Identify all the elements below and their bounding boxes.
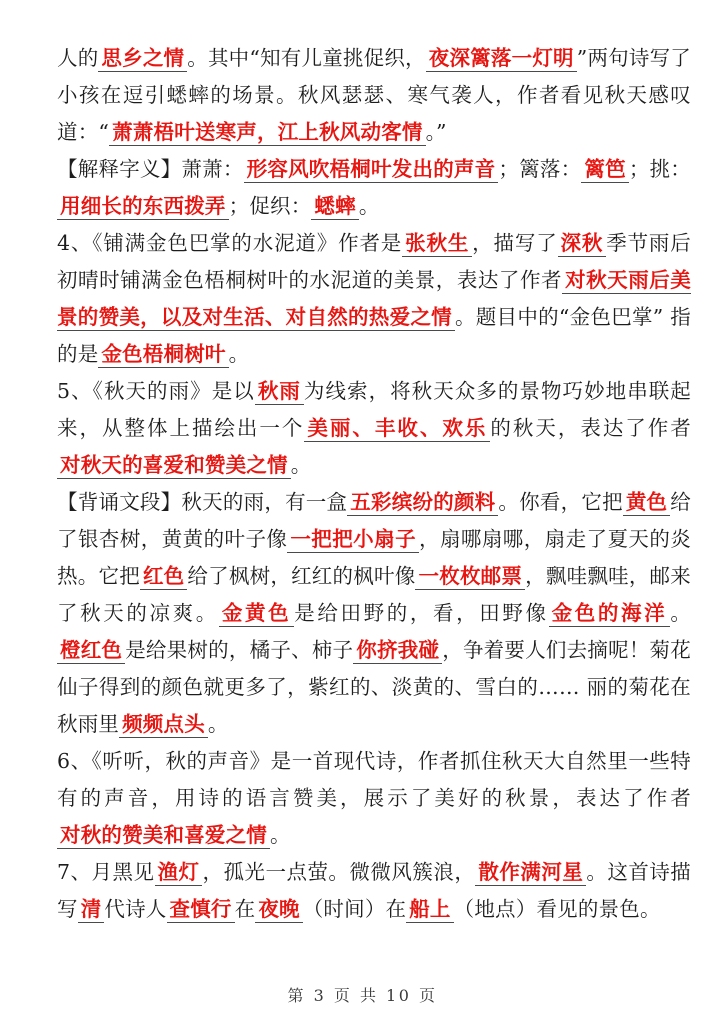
answer-blank: 清 xyxy=(78,897,105,923)
body-text: 给了枫树，红红的枫叶像 xyxy=(187,564,416,588)
answer-blank: 深秋 xyxy=(558,231,607,257)
body-text: 在 xyxy=(234,897,256,921)
answer-blank: 张秋生 xyxy=(402,231,472,257)
answer-blank: 美丽、丰收、欢乐 xyxy=(304,416,490,442)
answer-blank: 夜晚 xyxy=(255,897,302,923)
body-text: 【解释字义】萧萧： xyxy=(57,157,244,181)
body-text: ；挑： xyxy=(628,157,691,181)
answer-blank: 船上 xyxy=(406,897,453,923)
body-text: 。” xyxy=(425,120,447,144)
page-footer: 第 3 页 共 10 页 xyxy=(287,986,438,1005)
answer-blank: 用细长的东西拨弄 xyxy=(57,194,229,220)
body-text: 给了银杏树，黄黄的叶子像 xyxy=(57,490,691,551)
body-text: 为线索，将秋天众多的景物巧妙地串联起来，从整体上描绘出一个 xyxy=(57,379,691,440)
answer-blank: 橙红色 xyxy=(57,638,125,664)
body-text: 【背诵文段】秋天的雨，有一盒 xyxy=(57,490,348,514)
answer-blank: 你挤我碰 xyxy=(353,638,442,664)
answer-blank: 查慎行 xyxy=(167,897,235,923)
answer-blank: 红色 xyxy=(140,564,187,590)
body-text: 是给田野的，看，田野像 xyxy=(294,601,549,625)
body-text: 。 xyxy=(270,823,291,847)
answer-blank: 蟋蟀 xyxy=(311,194,358,220)
document-body xyxy=(57,40,691,928)
body-text: 6、《听听，秋的声音》是一首现代诗，作者抓住秋天大自然里一些特有的声音，用诗的语言赞美，展示了美好的秋景，表达了作者 xyxy=(57,749,691,810)
body-text: 。 xyxy=(207,712,229,736)
body-text: 。 xyxy=(290,453,312,477)
para-item-4 xyxy=(57,225,691,373)
para-explain-characters xyxy=(57,151,691,225)
answer-blank: 萧萧梧叶送寒声，江上秋风动客情 xyxy=(109,120,426,146)
body-text: ，争着要人们去摘呢！菊花仙子得到的颜色就更多了，紫红的、淡黄的、雪白的…… 丽的菊花在秋雨里 xyxy=(57,638,691,736)
body-text: 。其中“知有儿童挑促织， xyxy=(187,46,426,70)
answer-blank: 一枚枚邮票 xyxy=(415,564,525,590)
body-text: 7、月黑见 xyxy=(57,860,155,884)
body-text: ”两句诗写了小孩在逗引蟋蟀的场景。秋风瑟瑟、寒气袭人，作者看见秋天感叹道：“ xyxy=(57,46,691,144)
body-text: 。这首诗描写 xyxy=(57,860,692,921)
answer-blank: 思乡之情 xyxy=(98,46,187,72)
answer-blank: 秋雨 xyxy=(255,379,304,405)
answer-blank: 黄色 xyxy=(623,490,670,516)
body-text: ；篱落： xyxy=(498,157,582,181)
answer-blank: 对秋天的喜爱和赞美之情 xyxy=(57,453,291,479)
answer-blank: 对秋的赞美和喜爱之情 xyxy=(57,823,270,849)
body-text: 4、《铺满金色巴掌的水泥道》作者是 xyxy=(57,231,403,255)
answer-blank: 金黄色 xyxy=(219,601,294,627)
body-text: 。你看，它把 xyxy=(498,490,623,514)
body-text: 是给果树的，橘子、柿子 xyxy=(125,638,354,662)
body-text: ，描写了 xyxy=(472,231,558,255)
answer-blank: 一把把小扇子 xyxy=(287,527,419,553)
body-text: ，扇哪扇哪，扇走了夏天的炎热。它把 xyxy=(57,527,692,588)
body-text: 。 xyxy=(228,342,250,366)
body-text: 5、《秋天的雨》是以 xyxy=(57,379,255,403)
body-text: ；促织： xyxy=(228,194,312,218)
answer-blank: 渔灯 xyxy=(155,860,203,886)
answer-blank: 对秋天雨后美景的赞美，以及对生活、对自然的热爱之情 xyxy=(57,268,691,329)
body-text: 的秋天，表达了作者 xyxy=(490,416,691,440)
body-text: （时间）在 xyxy=(302,897,407,921)
body-text: 代诗人 xyxy=(104,897,167,921)
answer-blank: 篱笆 xyxy=(581,157,628,183)
para-recite-passage xyxy=(57,484,691,743)
body-text: 。题目中的“金色巴掌” 指的是 xyxy=(57,305,691,366)
answer-blank: 金色梧桐树叶 xyxy=(98,342,228,368)
body-text: （地点）看见的景色。 xyxy=(453,897,661,921)
para-item-7 xyxy=(57,854,691,928)
para-item-5 xyxy=(57,373,691,484)
answer-blank: 金色的海洋 xyxy=(549,601,671,627)
body-text: 。 xyxy=(670,601,692,625)
answer-blank: 散作满河星 xyxy=(475,860,586,886)
body-text: 人的 xyxy=(57,46,99,70)
body-text: 。 xyxy=(358,194,380,218)
answer-blank: 形容风吹梧桐叶发出的声音 xyxy=(244,157,499,183)
body-text: ，孤光一点萤。微微风簇浪， xyxy=(202,860,476,884)
answer-blank: 五彩缤纷的颜料 xyxy=(347,490,498,516)
answer-blank: 夜深篱落一灯明 xyxy=(426,46,577,72)
body-text: 季节雨后初晴时铺满金色梧桐树叶的水泥道的美景，表达了作者 xyxy=(57,231,691,292)
para-item-6 xyxy=(57,743,691,854)
para-continuation-3 xyxy=(57,40,691,151)
body-text: ，飘哇飘哇，邮来了秋天的凉爽。 xyxy=(57,564,691,625)
answer-blank: 频频点头 xyxy=(119,712,208,738)
